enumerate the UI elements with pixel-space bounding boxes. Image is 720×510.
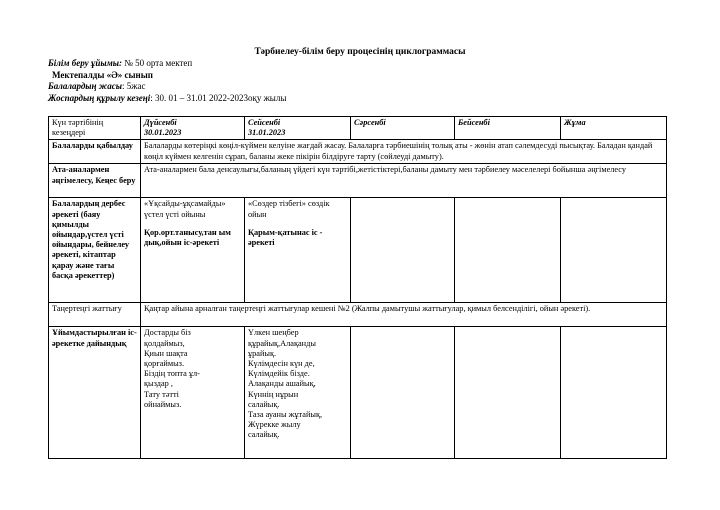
poem-line: Тату тәтті (144, 389, 179, 399)
tuesday-game: «Сөздер тізбегі» сөздік ойын (248, 199, 330, 219)
org-row (48, 58, 286, 70)
org-label: Білім беру ұйымы: (48, 58, 123, 68)
poem-line: ойнаймыз. (144, 399, 182, 409)
row-reception (49, 140, 667, 164)
document-meta (48, 58, 286, 104)
preparation-friday (561, 327, 667, 459)
tuesday-activity: Қарым-қатынас іс - әрекеті (248, 227, 323, 248)
poem-line: қолдаймыз, (144, 338, 185, 348)
age-value: : 5жас (121, 81, 146, 91)
row-preparation (49, 327, 667, 459)
header-row (49, 117, 667, 140)
independent-monday (141, 198, 245, 303)
period-value: : 30. 01 – 31.01 2022-2023оқу жылы (150, 92, 287, 103)
poem-line: құрайық,Алақанды (248, 338, 316, 348)
schedule-table (48, 116, 667, 459)
header-monday: Дүйсенбі 30.01.2023 (141, 117, 245, 140)
poem-line: Күлімдейік бізде. (248, 369, 310, 379)
group-row (48, 70, 286, 82)
group-label: Мектепалды «Ә» сынып (52, 69, 153, 80)
poem-line: Жүрекке жылу (248, 420, 301, 430)
header-periods: Күн тәртібінің кезеңдері (49, 117, 141, 140)
period-label: Жоспардың құрылу кезеңі (48, 92, 151, 103)
poem-line: Достарды біз (144, 328, 191, 338)
poem-line: Алақанды ашайық, (248, 379, 316, 389)
independent-tuesday (245, 198, 351, 303)
header-tuesday: Сейсенбі 31.01.2023 (245, 117, 351, 140)
row-parents (49, 164, 667, 198)
reception-text: Балаларды көтеріңкі көңіл-күймен келуіне жағдай жасау. Балаларға тәрбиешінің толық аты - жөнін атап сәлемдесуді пысықтау. Баладан қандай көңіл күймен келгенін сұрап, баланы жеке пікірін білдіруге тарту (сөйлеуді дамыту). (141, 140, 667, 164)
independent-wednesday (351, 198, 455, 303)
monday-activity: Қор.орт.танысу,тан ым дық,ойын іс-әрекеті (144, 227, 231, 248)
org-value: № 50 орта мектеп (122, 58, 193, 68)
poem-line: салайық. (248, 399, 280, 409)
poem-line: Қиын шақта (144, 348, 188, 358)
header-friday: Жұма (561, 117, 667, 140)
row-exercise (49, 303, 667, 327)
preparation-tuesday (245, 327, 351, 459)
row-independent (49, 198, 667, 303)
parents-label: Ата-аналармен әңгімелесу, Кеңес беру (49, 164, 141, 198)
age-row (48, 81, 286, 93)
period-row (48, 93, 286, 105)
poem-line: қорғаймыз. (144, 359, 185, 369)
preparation-monday (141, 327, 245, 459)
poem-line: ұрайық. (248, 348, 277, 358)
poem-line: Күннің нұрын (248, 389, 299, 399)
monday-game: «Ұқсайды-ұқсамайды» үстел үсті ойыны (144, 199, 226, 219)
poem-line: салайық. (248, 430, 280, 440)
page-title: Тәрбиелеу-білім беру процесінің циклограммасы (254, 47, 466, 57)
poem-line: Біздің топта ұл- (144, 369, 200, 379)
independent-friday (561, 198, 667, 303)
preparation-thursday (455, 327, 561, 459)
independent-thursday (455, 198, 561, 303)
exercise-text: Қаңтар айына арналған таңертеңгі жаттығулар кешені №2 (Жалпы дамытушы жаттығулар, қимыл белсенділігі, ойын әрекеті). (141, 303, 667, 327)
preparation-wednesday (351, 327, 455, 459)
exercise-label: Таңертеңгі жаттығу (49, 303, 141, 327)
header-wednesday: Сәрсенбі (351, 117, 455, 140)
age-label: Балалардың жасы (48, 81, 122, 91)
reception-label: Балаларды қабылдау (49, 140, 141, 164)
poem-line: Үлкен шеңбер (248, 328, 299, 338)
preparation-label: Ұйымдастырылған іс-әрекетке дайындық (49, 327, 141, 459)
independent-label: Балалардың дербес әрекеті (баяу қимылды ойындар,үстел үсті ойындары, бейнелеу әрекеті, кітаптар қарау және тағы басқа әрекеттер) (49, 198, 141, 303)
poem-line: Күлімдесін күн де, (248, 359, 315, 369)
poem-line: Таза ауаны жұтайық, (248, 410, 323, 420)
parents-text: Ата-аналармен бала денсаулығы,баланың үйдегі күн тәртібі,жетістіктері,баланы дамыту мен тәрбиелеу мәселелері бойынша әңгімелесу (141, 164, 667, 198)
poem-line: қыздар , (144, 379, 173, 389)
header-thursday: Бейсенбі (455, 117, 561, 140)
